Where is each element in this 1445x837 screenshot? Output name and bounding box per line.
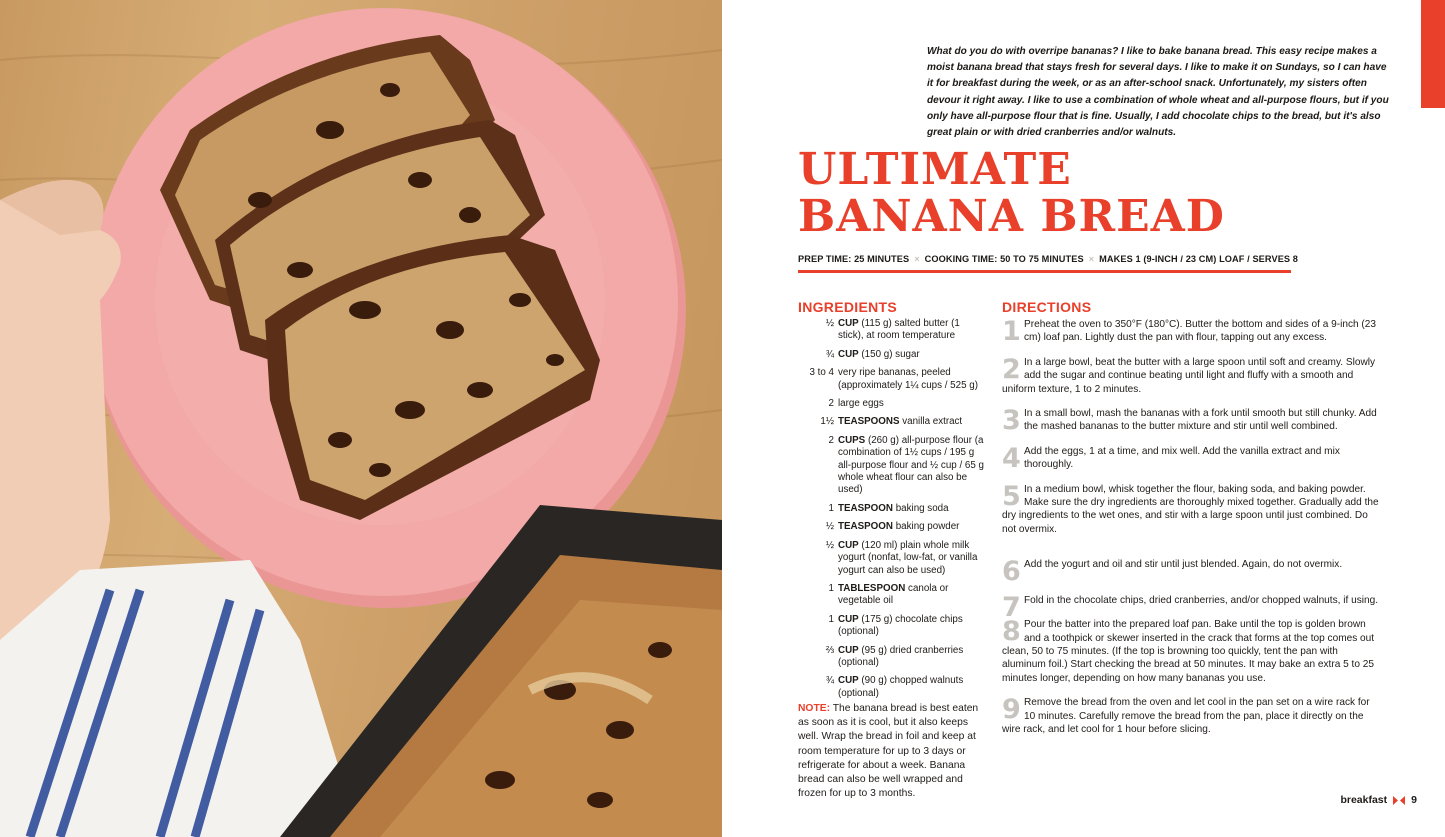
recipe-title-line-2: BANANA BREAD bbox=[798, 191, 1225, 242]
ingredient-body bbox=[838, 318, 984, 343]
step-number: 8 bbox=[1002, 616, 1021, 648]
direction-step bbox=[1002, 318, 1382, 345]
step-number: 7 bbox=[1002, 591, 1021, 623]
ingredient-body bbox=[838, 583, 984, 608]
towel bbox=[0, 560, 360, 837]
ingredient-item bbox=[798, 398, 984, 410]
ingredient-text: (260 g) all-purpose flour (a combination of 1½ cups / 195 g all-purpose flour and ½ cup / 65 g whole wheat flour can also be used) bbox=[838, 434, 984, 496]
recipe-note bbox=[798, 702, 980, 801]
ingredient-body bbox=[838, 367, 984, 392]
ingredient-quantity: ½ bbox=[825, 521, 834, 533]
note-text: The banana bread is best eaten as soon as it is cool, but it also keeps well. Wrap the bread in foil and keep at room temperature for up to 3 days or refrigerate for about a week. Banana bread can also be well wrapped and frozen for up to 3 months. bbox=[798, 703, 979, 800]
recipe-title bbox=[798, 146, 1318, 240]
directions-list bbox=[1002, 318, 1382, 736]
banana-bread-photo bbox=[0, 0, 722, 837]
page-number: 9 bbox=[1411, 794, 1417, 806]
ingredient-quantity: ¾ bbox=[825, 675, 834, 687]
ingredient-unit: TEASPOON bbox=[838, 502, 893, 514]
direction-step bbox=[1002, 618, 1382, 685]
direction-step bbox=[1002, 405, 1382, 437]
direction-step bbox=[1002, 480, 1382, 537]
step-number: 3 bbox=[1002, 405, 1021, 437]
ingredient-item bbox=[798, 318, 984, 343]
photo-illustration bbox=[0, 0, 722, 837]
recipe-title-line-1: ULTIMATE bbox=[798, 144, 1072, 195]
ingredient-unit: TABLESPOON bbox=[838, 582, 906, 594]
ingredient-text: (120 ml) plain whole milk yogurt (nonfat, low-fat, or vanilla yogurt can also be used) bbox=[838, 539, 978, 576]
ingredient-text: baking soda bbox=[895, 502, 949, 514]
ingredient-text: very ripe bananas, peeled (approximately 1¼ cups / 525 g) bbox=[838, 367, 978, 391]
ingredient-quantity: 1 bbox=[828, 582, 834, 594]
meta-separator: × bbox=[1088, 254, 1095, 264]
ingredient-body bbox=[838, 349, 984, 361]
meta-separator: × bbox=[914, 254, 920, 264]
note-label: NOTE: bbox=[798, 703, 831, 714]
ingredient-item bbox=[798, 503, 984, 515]
step-text: In a medium bowl, whisk together the flour, baking soda, and baking powder. Make sure the dry ingredients are thoroughly mixed together. Gradually add the dry ingredients to the wet ones, and stir with a large spoon until just combined. Do not overmix. bbox=[1002, 483, 1379, 535]
ingredient-item bbox=[798, 645, 984, 670]
ingredient-unit: TEASPOONS bbox=[838, 416, 900, 428]
ingredient-body bbox=[838, 540, 984, 577]
step-text: Remove the bread from the oven and let cool in the pan set on a wire rack for 10 minutes. Carefully remove the bread from the pan, place it directly on the wire rack, and let cool for 1 hour before slicing. bbox=[1002, 697, 1370, 735]
ingredient-unit: CUP bbox=[838, 539, 859, 551]
step-number: 6 bbox=[1002, 556, 1021, 588]
directions-heading: DIRECTIONS bbox=[1002, 299, 1092, 315]
ingredient-text: (115 g) salted butter (1 stick), at room temperature bbox=[838, 318, 960, 342]
step-text: Preheat the oven to 350°F (180°C). Butter the bottom and sides of a 9-inch (23 cm) loaf pan. Lightly dust the pan with flour, tapping out any excess. bbox=[1024, 319, 1377, 344]
ingredient-item bbox=[798, 416, 984, 428]
ingredient-text: (150 g) sugar bbox=[861, 348, 920, 360]
ingredient-text: large eggs bbox=[838, 398, 884, 410]
direction-step bbox=[1002, 442, 1382, 474]
ingredient-body bbox=[838, 398, 984, 410]
step-text: In a large bowl, beat the butter with a large spoon until soft and creamy. Slowly add the sugar and continue beating until light and fluffy with a smooth and uniform texture, 1 to 2 minutes. bbox=[1002, 356, 1376, 395]
step-text: Add the yogurt and oil and stir until just blended. Again, do not overmix. bbox=[1024, 559, 1343, 571]
ingredient-body bbox=[838, 416, 984, 428]
step-number: 9 bbox=[1002, 694, 1021, 726]
ingredient-item bbox=[798, 349, 984, 361]
ingredient-unit: CUP bbox=[838, 644, 859, 656]
ingredient-text: canola or vegetable oil bbox=[838, 582, 949, 607]
ingredient-quantity: 1 bbox=[828, 613, 834, 625]
recipe-intro: What do you do with overripe bananas? I like to bake banana bread. This easy recipe makes a moist banana bread that stays fresh for several days. I like to make it on Sundays, so I can have it for breakfast during the week, or as an after-school snack. Unfortunately, my sisters often devour it right away. I like to use a combination of whole wheat and all-purpose flours, but if you only have all-purpose flour that is fine. Usually, I add chocolate chips to the bread, but it's also great plain or with dried cranberries and/or walnuts. bbox=[927, 46, 1389, 139]
recipe-page bbox=[722, 0, 1445, 837]
ingredient-text: vanilla extract bbox=[902, 416, 963, 428]
cooking-time: COOKING TIME: 50 TO 75 MINUTES bbox=[924, 254, 1084, 264]
ingredients-list bbox=[798, 318, 984, 706]
ingredient-quantity: 2 bbox=[828, 398, 834, 410]
ingredient-quantity: ⅔ bbox=[825, 644, 834, 656]
ingredient-unit: CUP bbox=[838, 613, 859, 625]
ingredient-body bbox=[838, 614, 984, 639]
ingredient-text: (95 g) dried cranberries (optional) bbox=[838, 644, 964, 668]
chapter-tab-marker bbox=[1421, 0, 1445, 108]
section-marker-icon bbox=[1393, 796, 1405, 805]
ingredient-quantity: ½ bbox=[825, 539, 834, 551]
ingredient-item bbox=[798, 540, 984, 577]
ingredient-unit: CUP bbox=[838, 675, 859, 687]
step-number: 2 bbox=[1002, 353, 1021, 385]
step-text: Fold in the chocolate chips, dried cranberries, and/or chopped walnuts, if using. bbox=[1024, 594, 1379, 606]
ingredient-item bbox=[798, 614, 984, 639]
ingredient-quantity: 3 to 4 bbox=[809, 367, 834, 379]
ingredient-item bbox=[798, 367, 984, 392]
step-text: Add the eggs, 1 at a time, and mix well. Add the vanilla extract and mix thoroughly. bbox=[1024, 445, 1340, 471]
ingredient-item bbox=[798, 521, 984, 533]
ingredient-text: baking powder bbox=[895, 521, 960, 533]
prep-time: PREP TIME: 25 MINUTES bbox=[798, 254, 910, 264]
direction-step bbox=[1002, 696, 1382, 736]
ingredient-item bbox=[798, 583, 984, 608]
page-footer bbox=[1340, 794, 1417, 806]
direction-step bbox=[1002, 556, 1382, 588]
ingredient-body bbox=[838, 675, 984, 700]
ingredient-text: (90 g) chopped walnuts (optional) bbox=[838, 675, 964, 699]
ingredient-unit: CUP bbox=[838, 318, 859, 329]
footer-section: breakfast bbox=[1340, 794, 1388, 806]
ingredient-unit: CUP bbox=[838, 348, 859, 360]
direction-step bbox=[1002, 353, 1382, 396]
step-number: 4 bbox=[1002, 442, 1021, 474]
ingredient-body bbox=[838, 645, 984, 670]
step-number: 5 bbox=[1002, 480, 1021, 512]
step-text: Pour the batter into the prepared loaf pan. Bake until the top is golden brown and a toothpick or skewer inserted in the crack that forms at the top comes out clean, 50 to 75 minutes. (If the top is browning too quickly, tent the pan with aluminum foil.) Start checking the bread at 50 minutes. It may bake an extra 5 to 25 minutes longer, depending on how many bananas you use. bbox=[1002, 619, 1375, 684]
ingredient-item bbox=[798, 435, 984, 497]
ingredient-body bbox=[838, 521, 984, 533]
yield: MAKES 1 (9-INCH / 23 CM) LOAF / SERVES 8 bbox=[1099, 254, 1299, 264]
ingredient-unit: TEASPOON bbox=[838, 521, 893, 533]
recipe-meta bbox=[798, 254, 1299, 273]
ingredient-item bbox=[798, 675, 984, 700]
ingredient-quantity: 1½ bbox=[820, 416, 834, 428]
ingredient-text: (175 g) chocolate chips (optional) bbox=[838, 613, 963, 638]
step-text: In a small bowl, mash the bananas with a fork until smooth but still chunky. Add the mashed bananas to the butter mixture and stir until well combined. bbox=[1024, 408, 1377, 433]
ingredient-unit: CUPS bbox=[838, 434, 866, 446]
step-number: 1 bbox=[1002, 316, 1021, 347]
ingredient-quantity: 1 bbox=[828, 502, 834, 514]
ingredient-body bbox=[838, 503, 984, 515]
direction-step bbox=[1002, 591, 1382, 623]
ingredient-quantity: 2 bbox=[828, 434, 834, 446]
ingredient-quantity: ¾ bbox=[825, 348, 834, 360]
ingredients-heading: INGREDIENTS bbox=[798, 299, 897, 315]
ingredient-body bbox=[838, 435, 984, 497]
ingredient-quantity: ½ bbox=[825, 318, 834, 329]
